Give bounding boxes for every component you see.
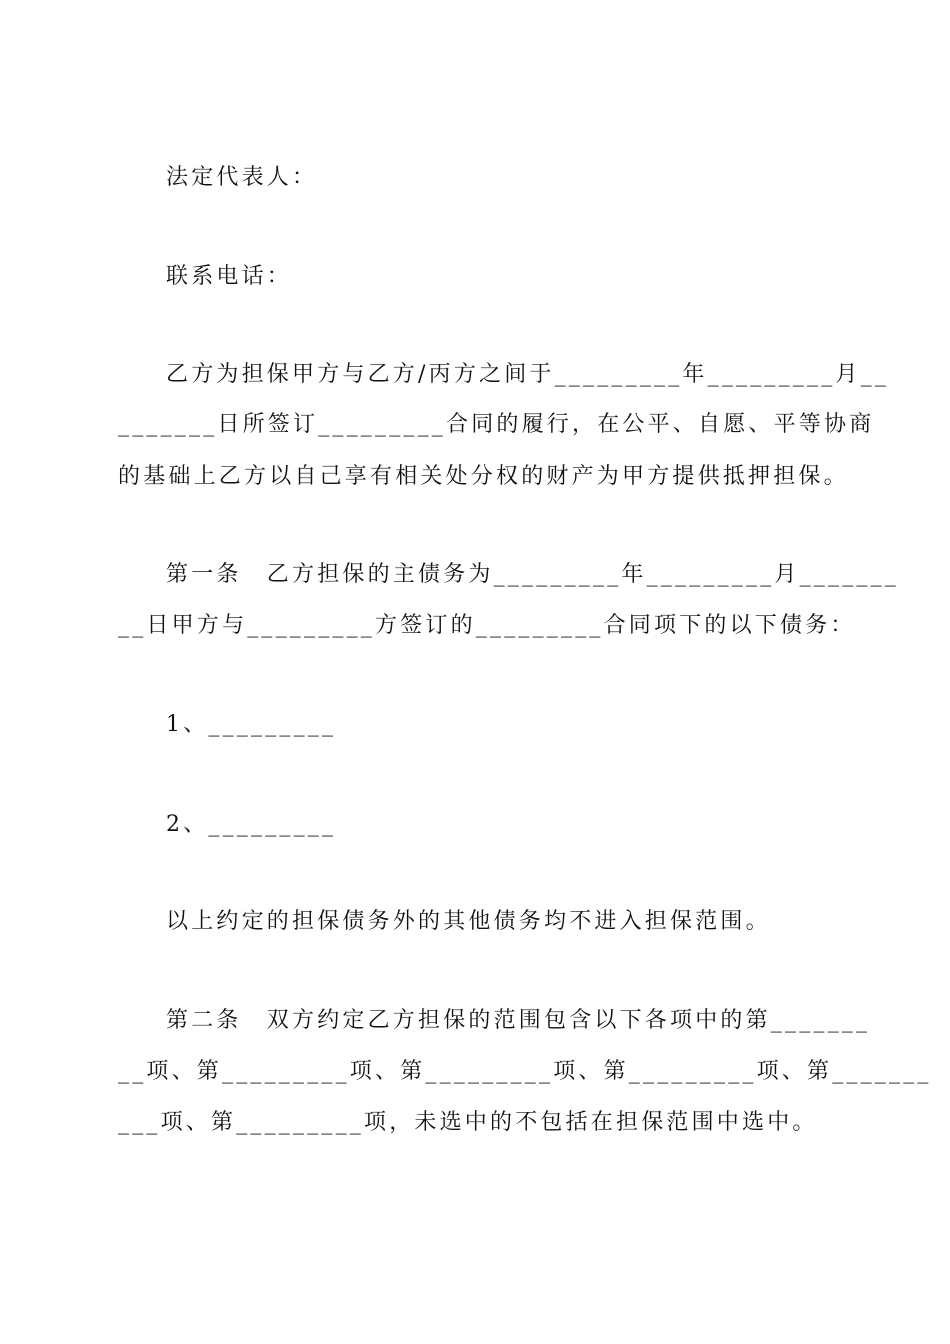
debt-item-2: 2、_________ — [166, 812, 337, 837]
contact-phone-label: 联系电话： — [166, 264, 293, 289]
exclusion-statement: 以上约定的担保债务外的其他债务均不进入担保范围。 — [166, 909, 771, 934]
debt-item-1: 1、_________ — [166, 712, 337, 737]
paragraph-line: __项、第_________项、第_________项、第_________项、第_______ — [118, 1059, 932, 1084]
paragraph-line: 乙方为担保甲方与乙方/丙方之间于_________年_________月__ — [166, 362, 890, 387]
paragraph-line: _______日所签订_________合同的履行，在公平、自愿、平等协商 — [118, 412, 875, 437]
paragraph-line: 第一条 乙方担保的主债务为_________年_________月_______ — [166, 562, 900, 587]
paragraph-line: ___项、第_________项，未选中的不包括在担保范围中选中。 — [118, 1110, 818, 1135]
paragraph-line: 的基础上乙方以自己享有相关处分权的财产为甲方提供抵押担保。 — [118, 464, 849, 489]
paragraph-line: __日甲方与_________方签订的_________合同项下的以下债务： — [118, 613, 856, 638]
legal-representative-label: 法定代表人： — [166, 165, 318, 190]
paragraph-line: 第二条 双方约定乙方担保的范围包含以下各项中的第_______ — [166, 1008, 871, 1033]
